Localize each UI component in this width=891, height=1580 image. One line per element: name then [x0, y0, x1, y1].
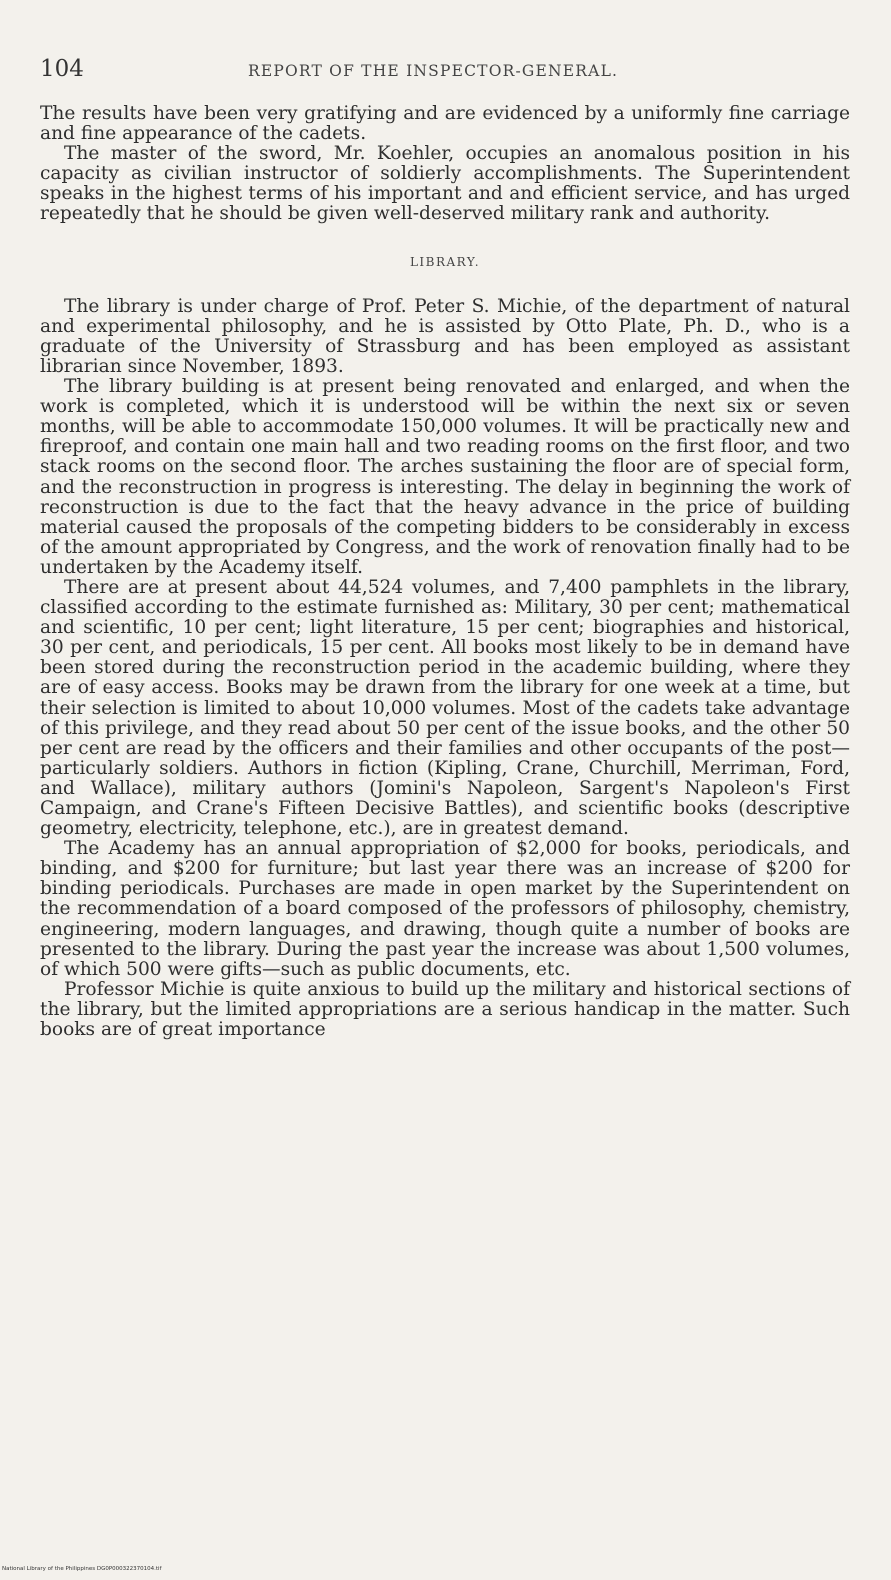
paragraph: The Academy has an annual appropriation of $2,000 for books, periodicals, and binding, and $200 for furniture; but last year there was an increase of $200 for binding periodicals. Purchases are made in open market by the Superintendent on the recommendation of a board composed of the professors of philosophy, chemistry, engineering, modern languages, and drawing, though quite a number of books are presented to the library. During the past year the increase was about 1,500 volumes, of which 500 were gifts—such as public documents, etc. — [40, 838, 850, 980]
paragraph: The master of the sword, Mr. Koehler, occupies an anomalous position in his capacity as civilian instructor of soldierly accomplishments. The Superintendent speaks in the highest terms of his important and and efficient service, and has urged repeatedly that he should be given well-deserved military rank and authority. — [40, 143, 850, 225]
paragraph: There are at present about 44,524 volumes, and 7,400 pamphlets in the library, classified according to the estimate furnished as: Military, 30 per cent; mathematical and scientific, 10 per cent; light literature, 15 per cent; biographies and historical, 30 per cent, and periodicals, 15 per cent. All books most likely to be in demand have been stored during the reconstruction period in the academic building, where they are of easy access. Books may be drawn from the library for one week at a time, but their selection is limited to about 10,000 volumes. Most of the cadets take advantage of this privilege, and they read about 50 per cent of the issue books, and the other 50 per cent are read by the officers and their families and other occupants of the post—particularly soldiers. Authors in fiction (Kipling, Crane, Churchill, Merriman, Ford, and Wallace), military authors (Jomini's Napoleon, Sargent's Napoleon's First Campaign, and Crane's Fifteen Decisive Battles), and scientific books (descriptive geometry, electricity, telephone, etc.), are in greatest demand. — [40, 576, 850, 840]
section-heading: LIBRARY. — [409, 254, 481, 269]
running-head: REPORT OF THE INSPECTOR-GENERAL. — [248, 62, 619, 80]
page-number: 104 — [40, 56, 84, 82]
paragraph: The library is under charge of Prof. Peter S. Michie, of the department of natural and experimental philosophy, and he is assisted by Otto Plate, Ph. D., who is a graduate of the University of Strassburg and has been employed as assistant librarian since November, 1893. — [40, 295, 850, 377]
paragraph: The results have been very gratifying and are evidenced by a uniformly fine carriage and fine appearance of the cadets. — [40, 103, 850, 145]
scan-credit: National Library of the Philippines DG0P000322370104.tif — [2, 1566, 162, 1572]
body-text — [40, 104, 850, 1040]
page-header — [40, 56, 860, 86]
paragraph: Professor Michie is quite anxious to build up the military and historical sections of the library, but the limited appropriations are a serious handicap in the matter. Such books are of great importance — [40, 978, 850, 1041]
paragraph: The library building is at present being renovated and enlarged, and when the work is completed, which it is understood will be within the next six or seven months, will be able to accommodate 150,000 volumes. It will be practically new and fireproof, and contain one main hall and two reading rooms on the first floor, and two stack rooms on the second floor. The arches sustaining the floor are of special form, and the reconstruction in progress is interesting. The delay in beginning the work of reconstruction is due to the fact that the heavy advance in the price of building material caused the proposals of the competing bidders to be considerably in excess of the amount appropriated by Congress, and the work of renovation finally had to be undertaken by the Academy itself. — [40, 376, 850, 578]
